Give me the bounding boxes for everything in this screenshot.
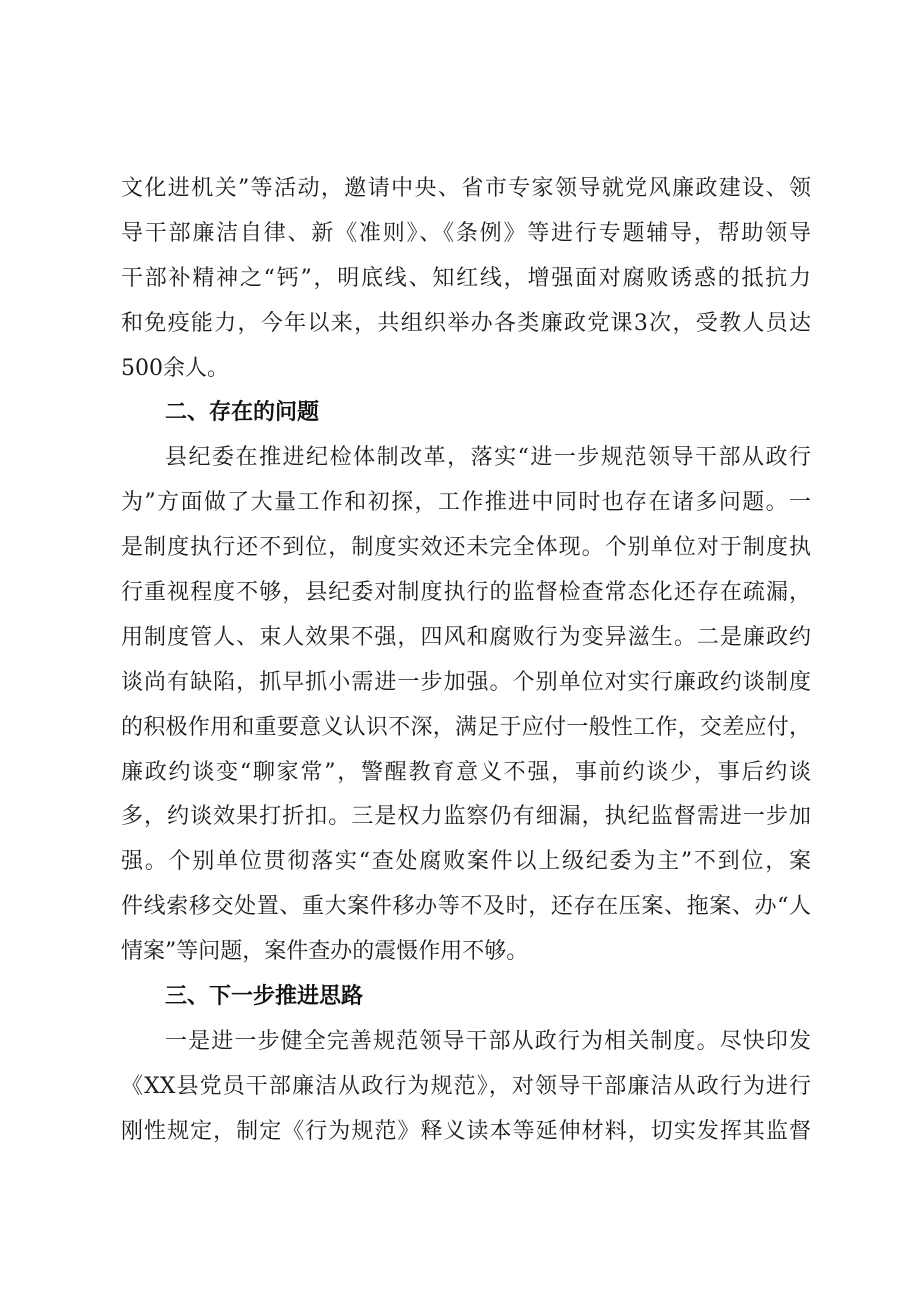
paragraph-line: 多，约谈效果打折扣。三是权力监察仍有细漏，执纪监督需进一步加	[121, 804, 811, 830]
paragraph-line: 件线索移交处置、重大案件移办等不及时，还存在压案、拖案、办“人	[121, 894, 811, 920]
paragraph-2	[121, 436, 811, 975]
document-body	[121, 167, 811, 1155]
paragraph-line: 强。个别单位贯彻落实“查处腐败案件以上级纪委为主”不到位，案	[121, 849, 811, 875]
section-heading-next-steps: 三、下一步推进思路	[165, 984, 364, 1010]
section-heading-problems: 二、存在的问题	[165, 400, 320, 426]
paragraph-line: 为”方面做了大量工作和初探，工作推进中同时也存在诸多问题。一	[121, 490, 811, 516]
paragraph-line: 行重视程度不够，县纪委对制度执行的监督检查常态化还存在疏漏，	[121, 580, 811, 606]
paragraph-line: 谈尚有缺陷，抓早抓小需进一步加强。个别单位对实行廉政约谈制度	[121, 669, 811, 695]
paragraph-line: 一是进一步健全完善规范领导干部从政行为相关制度。尽快印发	[165, 1028, 811, 1054]
paragraph-line: 县纪委在推进纪检体制改革，落实“进一步规范领导干部从政行	[165, 445, 811, 471]
paragraph-line: 《XX县党员干部廉洁从政行为规范》，对领导干部廉洁从政行为进行	[121, 1073, 811, 1099]
paragraph-line: 情案”等问题，案件查办的震慑作用不够。	[121, 939, 529, 965]
paragraph-line: 刚性规定，制定《行为规范》释义读本等延伸材料，切实发挥其监督	[121, 1118, 811, 1144]
paragraph-line: 导干部廉洁自律、新《准则》、《条例》等进行专题辅导，帮助领导	[121, 220, 811, 246]
paragraph-line: 用制度管人、束人效果不强，四风和腐败行为变异滋生。二是廉政约	[121, 624, 811, 650]
paragraph-line: 文化进机关”等活动，邀请中央、省市专家领导就党风廉政建设、领	[121, 176, 811, 201]
paragraph-line: 的积极作用和重要意义认识不深，满足于应付一般性工作，交差应付，	[121, 714, 811, 740]
paragraph-line: 和免疫能力，今年以来，共组织举办各类廉政党课3次，受教人员达	[121, 310, 811, 336]
paragraph-line: 500余人。	[121, 355, 229, 381]
paragraph-1	[121, 167, 811, 391]
paragraph-line: 廉政约谈变“聊家常”，警醒教育意义不强，事前约谈少，事后约谈	[121, 759, 811, 785]
paragraph-line: 是制度执行还不到位，制度实效还未完全体现。个别单位对于制度执	[121, 535, 811, 561]
paragraph-3	[121, 1020, 811, 1155]
paragraph-line: 干部补精神之“钙”，明底线、知红线，增强面对腐败诱惑的抵抗力	[121, 265, 811, 291]
